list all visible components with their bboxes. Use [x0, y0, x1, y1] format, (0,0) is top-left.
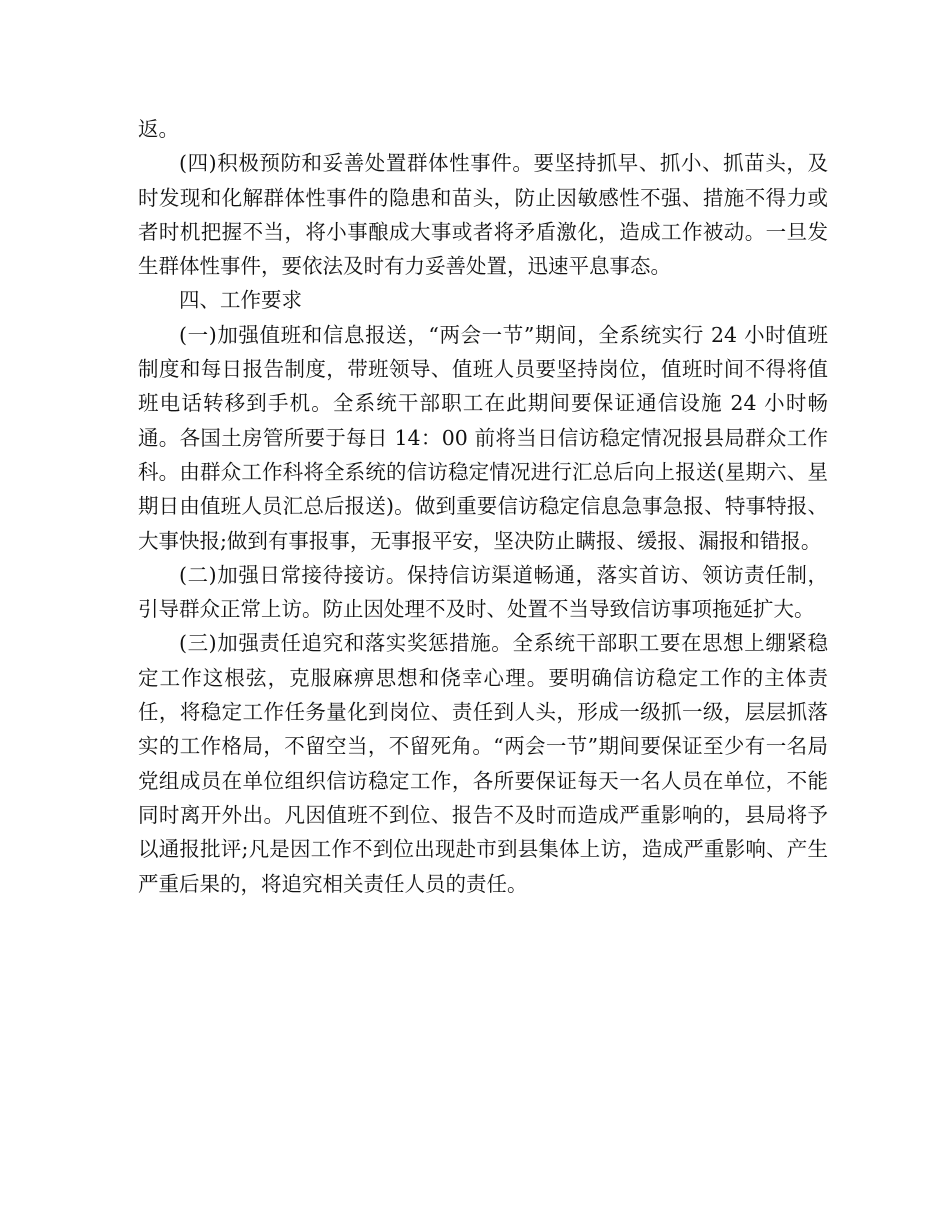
paragraph-item-3-accountability: (三)加强责任追究和落实奖惩措施。全系统干部职工要在思想上绷紧稳定工作这根弦，克服麻痹思想和侥幸心理。要明确信访稳定工作的主体责任，将稳定工作任务量化到岗位、责任到人头，形成一级抓一级，层层抓落实的工作格局，不留空当，不留死角。“两会一节”期间要保证至少有一名局党组成员在单位组织信访稳定工作，各所要保证每天一名人员在单位，不能同时离开外出。凡因值班不到位、报告不及时而造成严重影响的，县局将予以通报批评;凡是因工作不到位出现赴市到县集体上访，造成严重影响、产生严重后果的，将追究相关责任人员的责任。 — [138, 631, 828, 896]
paragraph-item-2-daily-reception: (二)加强日常接待接访。保持信访渠道畅通，落实首访、领访责任制，引导群众正常上访。防止因处理不及时、处置不当导致信访事项拖延扩大。 — [138, 562, 828, 622]
paragraph-continuation: 返。 — [138, 117, 179, 141]
document-page — [138, 112, 828, 901]
paragraph-item-1-duty-reporting: (一)加强值班和信息报送，“两会一节”期间，全系统实行 24 小时值班制度和每日报告制度，带班领导、值班人员要坚持岗位，值班时间不得将值班电话转移到手机。全系统干部职工在此期间要保证通信设施 24 小时畅通。各国土房管所要于每日 14：00 前将当日信访稳定情况报县局群众工作科。由群众工作科将全系统的信访稳定情况进行汇总后向上报送(星期六、星期日由值班人员汇总后报送)。做到重要信访稳定信息急事急报、特事特报、大事快报;做到有事报事，无事报平安，坚决防止瞒报、缓报、漏报和错报。 — [138, 322, 828, 553]
section-heading-work-requirements: 四、工作要求 — [179, 288, 302, 313]
paragraph-item-4-mass-incidents: (四)积极预防和妥善处置群体性事件。要坚持抓早、抓小、抓苗头，及时发现和化解群体性事件的隐患和苗头，防止因敏感性不强、措施不得力或者时机把握不当，将小事酿成大事或者将矛盾激化，造成工作被动。一旦发生群体性事件，要依法及时有力妥善处置，迅速平息事态。 — [138, 151, 828, 279]
